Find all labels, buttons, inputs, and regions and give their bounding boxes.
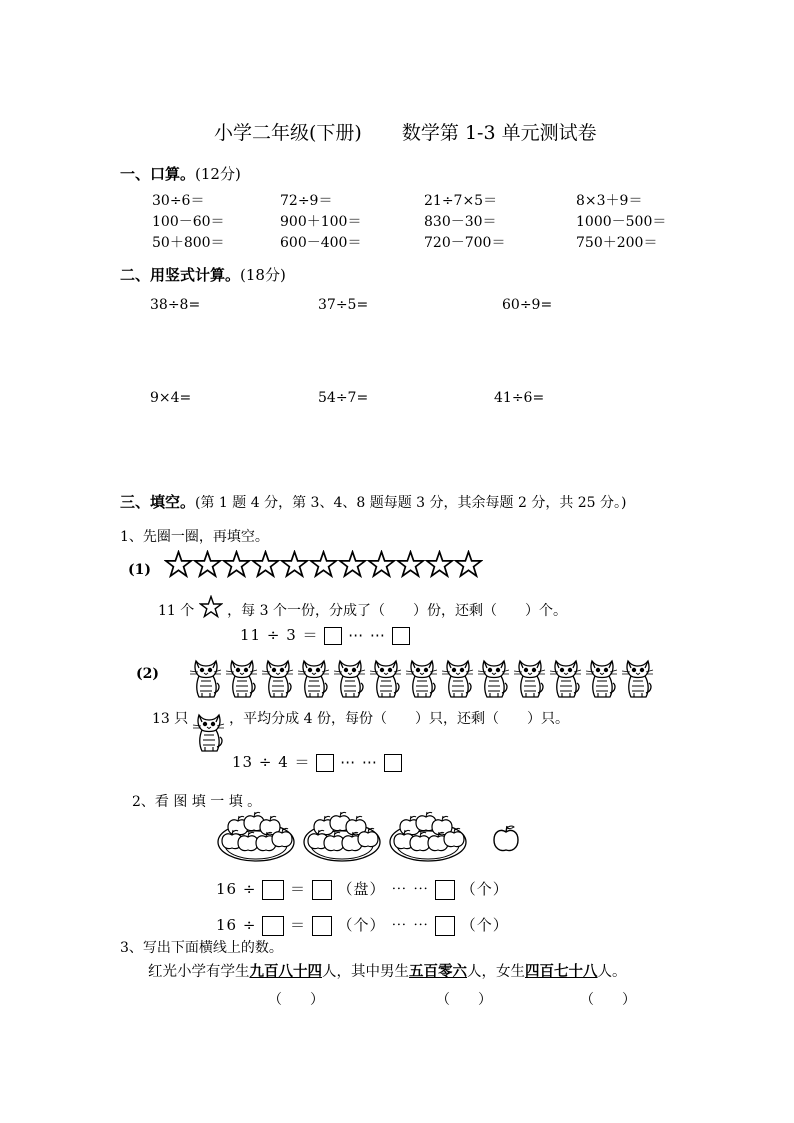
question1-prompt: 1、先圈一圈，再填空。 xyxy=(120,529,269,545)
cat-icon xyxy=(406,657,438,703)
unit-piece: （个） xyxy=(337,916,386,934)
cat-icon xyxy=(550,657,582,703)
remainder-dots: ⋯ ⋯ xyxy=(391,880,430,898)
star-icon xyxy=(193,550,222,579)
vertical-problem: 41÷6= xyxy=(494,390,545,406)
star-icon xyxy=(454,550,483,579)
remainder-dots: ⋯ ⋯ xyxy=(340,753,378,771)
answer-box[interactable] xyxy=(262,880,284,900)
page-title xyxy=(214,118,597,145)
oral-problem: 600－400＝ xyxy=(280,235,362,251)
oral-problem: 21÷7×5＝ xyxy=(424,193,498,209)
star-icon xyxy=(164,550,193,579)
vertical-problem: 54÷7= xyxy=(318,390,369,406)
part1-sentence xyxy=(158,595,567,620)
star-icon xyxy=(280,550,309,579)
part2-sentence xyxy=(152,708,569,757)
question2-prompt: 2、看 图 填 一 填 。 xyxy=(132,794,262,810)
star-icon xyxy=(199,595,223,619)
star-icon xyxy=(222,550,251,579)
q3-text: 红光小学有学生 xyxy=(148,964,250,980)
equation-lhs: 13 ÷ 4 ＝ xyxy=(232,753,311,771)
vertical-problem: 9×4= xyxy=(150,390,192,406)
section2-heading xyxy=(120,264,286,285)
equation-lhs: 16 ÷ xyxy=(216,916,257,934)
q3-text: 人，女生 xyxy=(467,964,525,980)
answer-box[interactable] xyxy=(435,880,455,900)
star-icon xyxy=(338,550,367,579)
part2-equation xyxy=(232,751,402,772)
cat-row xyxy=(190,657,658,703)
question3-prompt: 3、写出下面横线上的数。 xyxy=(120,940,283,956)
cat-icon xyxy=(334,657,366,703)
cat-icon xyxy=(262,657,294,703)
answer-box[interactable] xyxy=(316,754,334,772)
answer-blank[interactable]: （ ） xyxy=(580,992,636,1008)
cat-icon xyxy=(442,657,474,703)
oral-problem: 8×3＋9＝ xyxy=(576,193,643,209)
cat-icon xyxy=(190,657,222,703)
apple-plates xyxy=(216,808,474,868)
star-icon xyxy=(309,550,338,579)
star-icon xyxy=(396,550,425,579)
cat-icon xyxy=(586,657,618,703)
answer-box[interactable] xyxy=(312,916,332,936)
part2-text-b: ，平均分成 4 份，每份（ ）只，还剩（ ）只。 xyxy=(229,711,569,727)
part1-text-b: ，每 3 个一份，分成了（ ）份，还剩（ ）个。 xyxy=(227,603,567,619)
plate-of-apples xyxy=(388,808,470,868)
question2-equation-2: 16 ÷ ＝ （个） ⋯ ⋯ （个） xyxy=(216,916,509,934)
oral-problem: 720－700＝ xyxy=(424,235,506,251)
answer-blank[interactable]: （ ） xyxy=(268,992,324,1008)
vertical-problem: 38÷8= xyxy=(150,297,201,313)
remainder-dots: ⋯ ⋯ xyxy=(391,916,430,934)
part1-label: (1) xyxy=(128,562,151,578)
star-icon xyxy=(367,550,396,579)
part1-text-a: 11 个 xyxy=(158,603,195,619)
cat-icon xyxy=(193,711,225,757)
apple-icon xyxy=(492,824,520,858)
oral-problem: 50＋800＝ xyxy=(152,235,225,251)
answer-box[interactable] xyxy=(312,880,332,900)
unit-plate: （盘） xyxy=(337,880,386,898)
section1-title: 一、口算。 xyxy=(120,165,196,183)
vertical-problem: 37÷5= xyxy=(318,297,369,313)
q3-number-boys: 五百零六 xyxy=(409,963,467,980)
question2-equation-1: 16 ÷ ＝ （盘） ⋯ ⋯ （个） xyxy=(216,880,509,898)
title-subject: 数学第 1-3 单元测试卷 xyxy=(401,122,597,144)
answer-box[interactable] xyxy=(324,627,342,645)
star-icon xyxy=(251,550,280,579)
section2-title: 二、用竖式计算。 xyxy=(120,266,241,284)
plate-of-apples xyxy=(216,808,298,868)
oral-problem: 830－30＝ xyxy=(424,214,497,230)
plate-of-apples xyxy=(302,808,384,868)
section3-score: (第 1 题 4 分，第 3、4、8 题每题 3 分，其余每题 2 分，共 25 分。) xyxy=(195,495,627,511)
q3-number-girls: 四百七十八 xyxy=(525,963,598,980)
answer-box[interactable] xyxy=(384,754,402,772)
oral-problem: 72÷9＝ xyxy=(280,193,333,209)
cat-icon xyxy=(478,657,510,703)
question3-sentence xyxy=(148,960,627,981)
cat-icon xyxy=(514,657,546,703)
oral-problem: 750＋200＝ xyxy=(576,235,658,251)
unit-piece: （个） xyxy=(460,916,509,934)
oral-problem: 30÷6＝ xyxy=(152,193,205,209)
section1-score: (12分) xyxy=(195,165,241,183)
star-icon xyxy=(425,550,454,579)
cat-icon xyxy=(226,657,258,703)
section3-title: 三、填空。 xyxy=(120,493,196,511)
equation-lhs: 11 ÷ 3 ＝ xyxy=(240,626,319,644)
unit-piece: （个） xyxy=(460,880,509,898)
star-row xyxy=(164,550,483,583)
section3-heading xyxy=(120,491,627,512)
remainder-dots: ⋯ ⋯ xyxy=(348,626,386,644)
oral-problem: 100－60＝ xyxy=(152,214,225,230)
oral-problem: 900＋100＝ xyxy=(280,214,362,230)
oral-problem: 1000－500＝ xyxy=(576,214,667,230)
vertical-problem: 60÷9= xyxy=(502,297,553,313)
title-grade: 小学二年级(下册) xyxy=(214,122,362,144)
part2-text-a: 13 只 xyxy=(152,711,189,727)
q3-text: 人，其中男生 xyxy=(322,964,409,980)
answer-blank[interactable]: （ ） xyxy=(436,992,492,1008)
cat-icon xyxy=(622,657,654,703)
equation-lhs: 16 ÷ xyxy=(216,880,257,898)
answer-box[interactable] xyxy=(435,916,455,936)
part1-equation xyxy=(240,624,410,645)
q3-text: 人。 xyxy=(597,964,627,980)
answer-box[interactable] xyxy=(262,916,284,936)
answer-box[interactable] xyxy=(392,627,410,645)
section2-score: (18分) xyxy=(240,266,286,284)
section1-heading xyxy=(120,163,241,184)
cat-icon xyxy=(370,657,402,703)
cat-icon xyxy=(298,657,330,703)
part2-label: (2) xyxy=(136,666,159,682)
q3-number-total: 九百八十四 xyxy=(249,963,322,980)
